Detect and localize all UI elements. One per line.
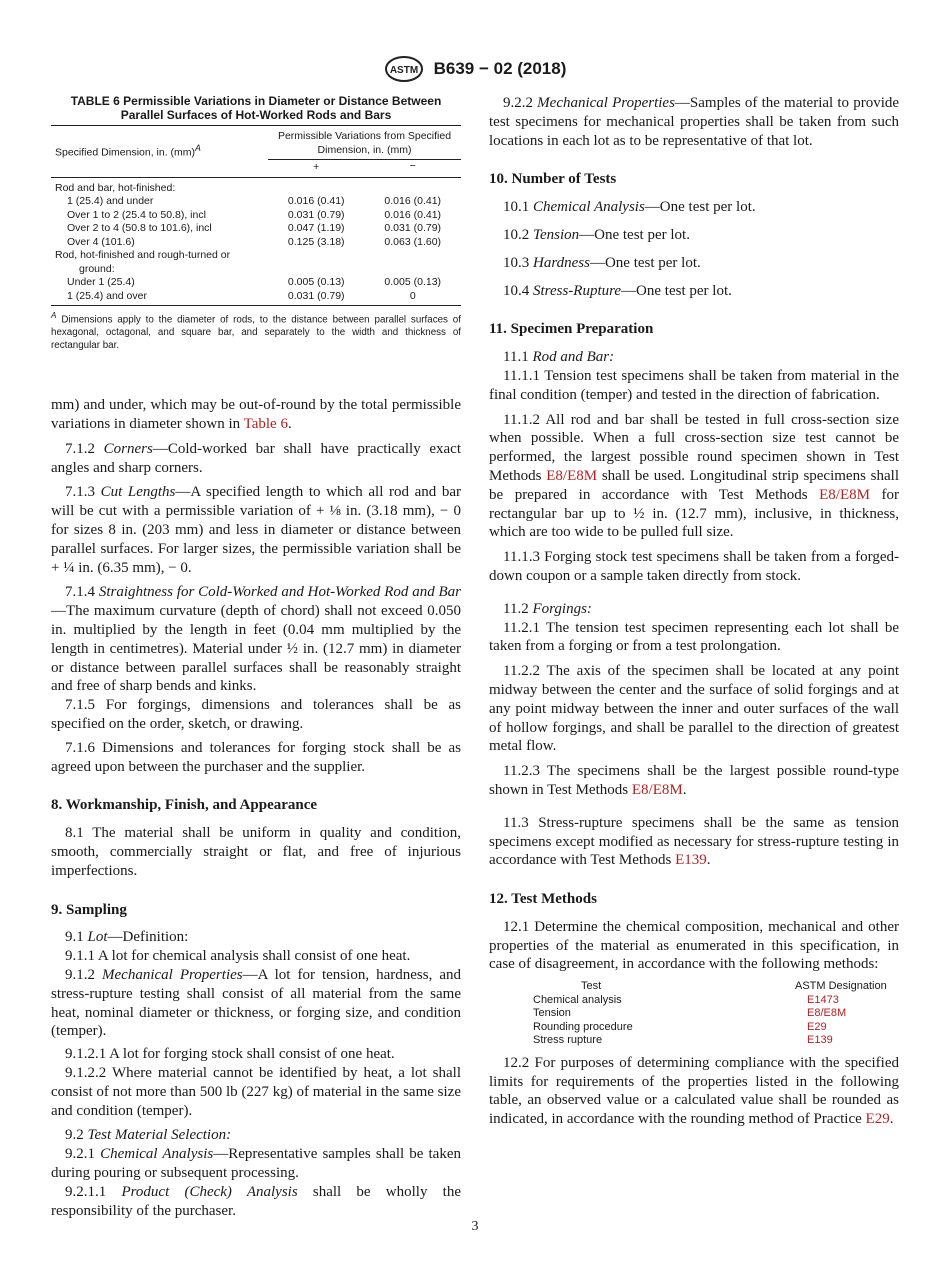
right-column	[489, 94, 899, 1129]
table-row: 1 (25.4) and over 0.031 (0.79) 0	[51, 290, 461, 306]
paragraph-11-1-3: 11.1.3 Forging stock test specimens shall be taken from a forged-down coupon or a sample taken directly from stock.	[489, 549, 899, 584]
table-row: Over 4 (101.6) 0.125 (3.18) 0.063 (1.60)	[67, 235, 442, 248]
paragraph-10-4: 10.4 Stress-Rupture—One test per lot.	[503, 282, 732, 299]
table-6-plus-header: +	[268, 160, 364, 178]
paragraph-9-1: 9.1 Lot—Definition:	[65, 929, 189, 946]
table-row: Over 1 to 2 (25.4 to 50.8), incl 0.031 (0.79) 0.016 (0.41)	[67, 208, 442, 221]
paragraph-9-1-2-1: 9.1.2.1 A lot for forging stock shall consist of one heat.	[65, 1046, 395, 1063]
paragraph-7-1-1-cont: mm) and under, which may be out-of-round by the total permissible variations in diameter shown in Table 6.	[51, 397, 461, 433]
page-number: 3	[471, 1219, 479, 1234]
paragraph-9-2-1-1: 9.2.1.1 Product (Check) Analysis shall be wholly the responsibility of the purchaser.	[51, 1183, 462, 1219]
section-10-heading: 10. Number of Tests	[489, 171, 617, 188]
paragraph-7-1-2: 7.1.2 Corners—Cold-worked bar shall have practically exact angles and sharp corners.	[51, 440, 461, 476]
left-column	[51, 94, 461, 1220]
paragraph-9-2: 9.2 Test Material Selection:	[65, 1127, 232, 1144]
paragraph-9-1-2-2: 9.1.2.2 Where material cannot be identified by heat, a lot shall consist of not more than 500 lb (227 kg) of material in the same size and condition (temper).	[51, 1064, 461, 1119]
paragraph-7-1-5: 7.1.5 For forgings, dimensions and tolerances shall be as specified on the order, sketch, or drawing.	[51, 697, 461, 733]
paragraph-10-2: 10.2 Tension—One test per lot.	[503, 226, 690, 243]
table-6-link[interactable]: Table 6	[243, 416, 288, 433]
paragraph-11-3: 11.3 Stress-rupture specimens shall be the same as tension specimens except modified as necessary for stress-rupture testing in accordance with Test Methods E139.	[489, 814, 899, 869]
table-row: Rod and bar, hot-finished:	[55, 181, 176, 194]
paragraph-9-2-1: 9.2.1 Chemical Analysis—Representative samples shall be taken during pouring or subsequent processing.	[51, 1146, 462, 1181]
paragraph-10-3: 10.3 Hardness—One test per lot.	[503, 254, 701, 271]
paragraph-11-2-3: 11.2.3 The specimens shall be the largest possible round-type shown in Test Methods E8/E8M.	[489, 763, 899, 798]
test-methods-table	[533, 980, 887, 1048]
table-6	[51, 125, 461, 306]
paragraph-9-1-1: 9.1.1 A lot for chemical analysis shall consist of one heat.	[65, 948, 411, 965]
e29-link[interactable]: E29	[807, 1020, 827, 1033]
section-12-heading: 12. Test Methods	[489, 891, 597, 908]
table-6-minus-header: −	[364, 160, 461, 178]
table-row: ground:	[79, 262, 115, 275]
table-row: Rounding procedure E29	[533, 1021, 887, 1035]
astm-header: ASTM Designation	[795, 980, 887, 993]
paragraph-12-1: 12.1 Determine the chemical composition, mechanical and other properties of the material as enumerated in this specification, in case of disagreement, in accordance with the following methods:	[489, 918, 899, 973]
table-row: Stress rupture E139	[533, 1034, 887, 1048]
table-6-col-header: Specified Dimension, in. (mm)$^A$	[51, 126, 268, 178]
paragraph-7-1-3: 7.1.3 Cut Lengths—A specified length to which all rod and bar will be cut with a permissible variation of + ⅛ in. (3.18 mm), − 0 for sizes 8 in. (203 mm) and less in diameter or distance between parallel surfaces. For larger sizes, the permissible variation shall be + ¼ in. (6.35 mm), − 0.	[51, 484, 462, 576]
e8-link[interactable]: E8/E8M	[546, 467, 598, 484]
paragraph-11-1-1: 11.1.1 Tension test specimens shall be taken from material in the final condition (temper) and tested in the direction of fabrication.	[489, 367, 899, 403]
paragraph-11-2-1: 11.2.1 The tension test specimen representing each lot shall be taken from a forging or from a test prolongation.	[489, 619, 899, 655]
section-8-heading: 8. Workmanship, Finish, and Appearance	[51, 797, 318, 814]
table-row: Rod, hot-finished and rough-turned or	[55, 249, 231, 261]
table-row: Chemical analysis E1473	[533, 994, 887, 1008]
e8-link[interactable]: E8/E8M	[819, 486, 870, 503]
test-header: Test	[581, 980, 602, 993]
table-row: Tension E8/E8M	[533, 1007, 887, 1021]
table-row: Under 1 (25.4) 0.005 (0.13) 0.005 (0.13)	[67, 276, 442, 288]
astm-logo-icon	[384, 56, 424, 82]
table-6-footnote: $^A$ Dimensions apply to the diameter of rods, to the distance between parallel surfaces of hexagonal, octagonal, and square bar, and separately to the width and thickness of rectangular bar.	[51, 311, 461, 352]
paragraph-11-2: 11.2 Forgings:	[503, 600, 592, 617]
e8-link[interactable]: E8/E8M	[631, 781, 683, 798]
svg-text:ASTM: ASTM	[389, 65, 418, 76]
page-header	[0, 56, 950, 82]
paragraph-12-2: 12.2 For purposes of determining compliance with the specified limits for requirements of the properties listed in the following table, an observed value or a calculated value shall be rounded as indicated, in accordance with the rounding method of Practice E29.	[489, 1054, 899, 1128]
e139-link[interactable]: E139	[807, 1034, 833, 1047]
paragraph-9-2-2: 9.2.2 Mechanical Properties—Samples of the material to provide test specimens for mechanical properties shall be taken from such locations in each lot as to be representative of that lot.	[489, 95, 900, 149]
paragraph-10-1: 10.1 Chemical Analysis—One test per lot.	[503, 199, 756, 216]
section-9-heading: 9. Sampling	[51, 901, 127, 918]
e29-link[interactable]: E29	[865, 1111, 890, 1128]
paragraph-11-2-2: 11.2.2 The axis of the specimen shall be located at any point midway between the center and the surface of solid forgings and at any point midway between the inner and outer surfaces of the wall of hollow forgings, and shall be parallel to the direction of greatest metal flow.	[489, 663, 899, 755]
paragraph-7-1-4: 7.1.4 Straightness for Cold-Worked and Hot-Worked Rod and Bar—The maximum curvature (depth of chord) shall not exceed 0.050 in. multiplied by the length in feet (0.04 mm multiplied by the length in centimetres). Material under ½ in. (12.7 mm) in diameter or distance between parallel surfaces shall be reasonably straight and free of sharp bends and kinks.	[51, 584, 462, 695]
paragraph-11-1: 11.1 Rod and Bar:	[503, 349, 615, 366]
e1473-link[interactable]: E1473	[807, 993, 839, 1006]
designation: B639 − 02 (2018)	[433, 59, 567, 78]
table-row: Over 2 to 4 (50.8 to 101.6), incl 0.047 (1.19) 0.031 (0.79)	[67, 222, 442, 234]
paragraph-7-1-6: 7.1.6 Dimensions and tolerances for forging stock shall be as agreed upon between the purchaser and the supplier.	[51, 739, 461, 775]
paragraph-11-1-2: 11.1.2 All rod and bar shall be tested in full cross-section size when possible. When a full cross-section size test cannot be performed, the largest possible round specimen shown in Test Methods E8/E8M shall be used. Longitudinal strip specimens shall be prepared in accordance with Test Methods E8/E8M for rectangular bar up to ½ in. (12.7 mm), inclusive, in thickness, which are too wide to be pulled full size.	[489, 411, 899, 541]
section-11-heading: 11. Specimen Preparation	[489, 321, 654, 338]
table-6-title: TABLE 6 Permissible Variations in Diameter or Distance Between Parallel Surfaces of Hot-Worked Rods and Bars	[70, 94, 442, 122]
paragraph-8-1: 8.1 The material shall be uniform in quality and condition, smooth, commercially straight or flat, and free of injurious imperfections.	[51, 825, 461, 879]
paragraph-9-1-2: 9.1.2 Mechanical Properties—A lot for tension, hardness, and stress-rupture testing shall consist of all material from the same heat, nominal diameter or thickness, or forging size, and condition (temper).	[51, 966, 461, 1040]
e8-link[interactable]: E8/E8M	[807, 1007, 847, 1020]
e139-link[interactable]: E139	[675, 852, 707, 869]
table-row: 1 (25.4) and under 0.016 (0.41) 0.016 (0.41)	[67, 195, 442, 207]
table-6-group-header: Permissible Variations from Specified Dimension, in. (mm)	[268, 126, 461, 160]
